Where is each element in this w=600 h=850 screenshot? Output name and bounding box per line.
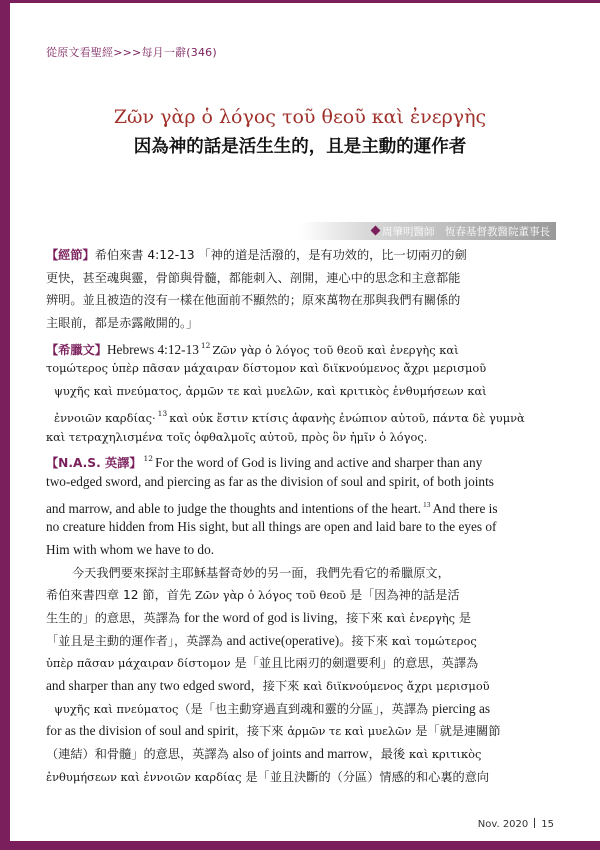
greek-run: ἐνθυμήσεων καὶ ἐννοιῶν καρδίας [46, 769, 242, 784]
page-number: 15 [541, 819, 554, 830]
diamond-bullet-icon [371, 226, 381, 236]
english-run: also of joints and marrow [232, 746, 369, 762]
english-run: for as the division of soul and spirit [46, 723, 235, 739]
greek-text: καὶ οὐκ ἔστιν κτίσις ἀφανὴς ἐνώπιον αὐτοῦ, πάντα δὲ γυμνὰ [169, 410, 525, 425]
text-line: 主眼前，都是赤露敞開的。」 [46, 316, 199, 331]
title-greek: Ζῶν γὰρ ὁ λόγος τοῦ θεοῦ καὶ ἐνεργὴς [113, 106, 487, 128]
text-run: ，最後 [368, 747, 410, 762]
verse-ref-zh: 希伯來書 4:12-13 「神的道是活潑的，是有功效的，比一切兩刃的劍 [94, 248, 467, 262]
series-header: 從原文看聖經>>>每月一辭(346) [46, 46, 217, 59]
english-line: two-edged sword, and piercing as far as the division of soul and spirit, of both joints [46, 473, 494, 489]
paragraph-line [46, 766, 554, 789]
greek-line [46, 403, 554, 426]
english-text: and marrow, and able to judge the thoughts and intentions of the heart. [46, 500, 422, 516]
text-line [46, 448, 554, 471]
label-nas: 【N.A.S. 英譯】 [46, 456, 142, 471]
greek-run: καὶ ἐνεργὴς [386, 611, 456, 625]
verse-number: 13 [157, 408, 168, 418]
label-jingjie: 【經節】 [46, 248, 95, 262]
greek-line: ψυχῆς καὶ πνεύματος, ἁρμῶν τε καὶ μυελῶν, καὶ κριτικὸς ἐνθυμήσεων καὶ [54, 384, 487, 399]
verse-number: 12 [143, 454, 154, 464]
english-line: no creature hidden from His sight, but all things are open and laid bare to the eyes of [46, 519, 497, 535]
text-run: 生生的」的意思，英譯為 [46, 611, 184, 625]
text-run: 是 [455, 611, 472, 625]
english-line [46, 494, 554, 517]
greek-run: ψυχῆς καὶ πνεύματος [54, 701, 179, 716]
paragraph-line [46, 652, 554, 675]
greek-run: καὶ τομώτερος [391, 633, 477, 648]
author-name: 周肇明醫師 恆春基督教醫院董事長 [382, 226, 550, 238]
page-footer [478, 818, 554, 830]
english-text: And there is [432, 500, 498, 516]
verse-number: 12 [200, 340, 211, 350]
english-run: piercing as [432, 700, 491, 716]
greek-run: Ζῶν γὰρ ὁ λόγος τοῦ θεοῦ [195, 588, 347, 603]
english-text: For the word of God is living and active and sharper than any [155, 455, 483, 471]
title-chinese: 因為神的話是活生生的，且是主動的運作者 [133, 137, 467, 157]
greek-text: Ζῶν γὰρ ὁ λόγος τοῦ θεοῦ καὶ ἐνεργὴς καὶ [212, 342, 459, 357]
text-run: （是「也主動穿過直到魂和靈的分區」，英譯為 [178, 701, 433, 716]
greek-run: ὑπὲρ πᾶσαν μάχαιραν δίστομον [46, 656, 231, 671]
text-line: 辨明。並且被造的沒有一樣在他面前不顯然的；原來萬物在那與我們有關係的 [46, 293, 461, 308]
issue-date: Nov. 2020 [477, 819, 529, 830]
paragraph-line [46, 607, 554, 630]
greek-run: καὶ διϊκνούμενος ἄχρι μερισμοῦ [303, 679, 490, 694]
paragraph-line [46, 698, 554, 721]
paragraph-line [46, 743, 554, 766]
english-run: and active(operative) [226, 632, 340, 648]
text-line: 更快，甚至魂與靈，骨節與骨髓，都能刺入、剖開，連心中的思念和主意都能 [46, 270, 461, 285]
paragraph-line [46, 584, 554, 607]
english-line: Him with whom we have to do. [46, 541, 215, 557]
text-run: ，接下來 [234, 724, 288, 739]
greek-line: τομώτερος ὑπὲρ πᾶσαν μάχαιραν δίστομον καὶ διϊκνούμενος ἄχρι μερισμοῦ [46, 361, 487, 376]
text-run: 是「並且決斷的（分區）情感的和心裏的意向 [241, 769, 490, 784]
article-body [46, 244, 554, 789]
author-bar [300, 222, 556, 240]
paragraph-line [46, 675, 554, 698]
english-run: for the word of god is living [183, 610, 334, 625]
paragraph-line [46, 630, 554, 653]
paragraph-line [46, 720, 554, 743]
text-run: 是「並且比兩刃的劍還要利」的意思，英譯為 [230, 656, 479, 671]
page-frame-bottom [0, 841, 600, 850]
text-run: 希伯來書四章 12 節，首先 [46, 588, 196, 603]
english-run: and sharper than any two edged sword [46, 678, 251, 694]
text-run: 是「就是連關節 [411, 724, 501, 739]
verse-number: 13 [423, 499, 431, 509]
greek-line: καὶ τετραχηλισμένα τοῖς ὀφθαλμοῖς αὐτοῦ, πρὸς ὃν ἡμῖν ὁ λόγος. [46, 429, 428, 444]
paragraph-line: 今天我們要來探討主耶穌基督奇妙的另一面，我們先看它的希臘原文， [72, 565, 450, 580]
text-line [46, 244, 554, 267]
label-greek: 【希臘文】 [46, 342, 107, 357]
greek-run: ἁρμῶν τε καὶ μυελῶν [287, 724, 412, 739]
text-run: 「並且是主動的運作者」，英譯為 [46, 633, 227, 648]
verse-ref-en: Hebrews 4:12-13 [106, 341, 199, 357]
footer-divider [534, 818, 535, 828]
text-run: ，接下來 [333, 611, 387, 625]
greek-run: καὶ κριτικὸς [409, 747, 482, 762]
text-run: 。接下來 [339, 633, 392, 648]
author-line [372, 224, 550, 239]
text-run: ，接下來 [250, 679, 304, 694]
text-line [46, 335, 554, 358]
text-run: （連結）和骨髓」的意思，英譯為 [46, 747, 233, 762]
greek-text: ἐννοιῶν καρδίας· [54, 410, 156, 425]
page-frame-top [10, 0, 600, 3]
text-run: 是「因為神的話是活 [346, 588, 460, 603]
